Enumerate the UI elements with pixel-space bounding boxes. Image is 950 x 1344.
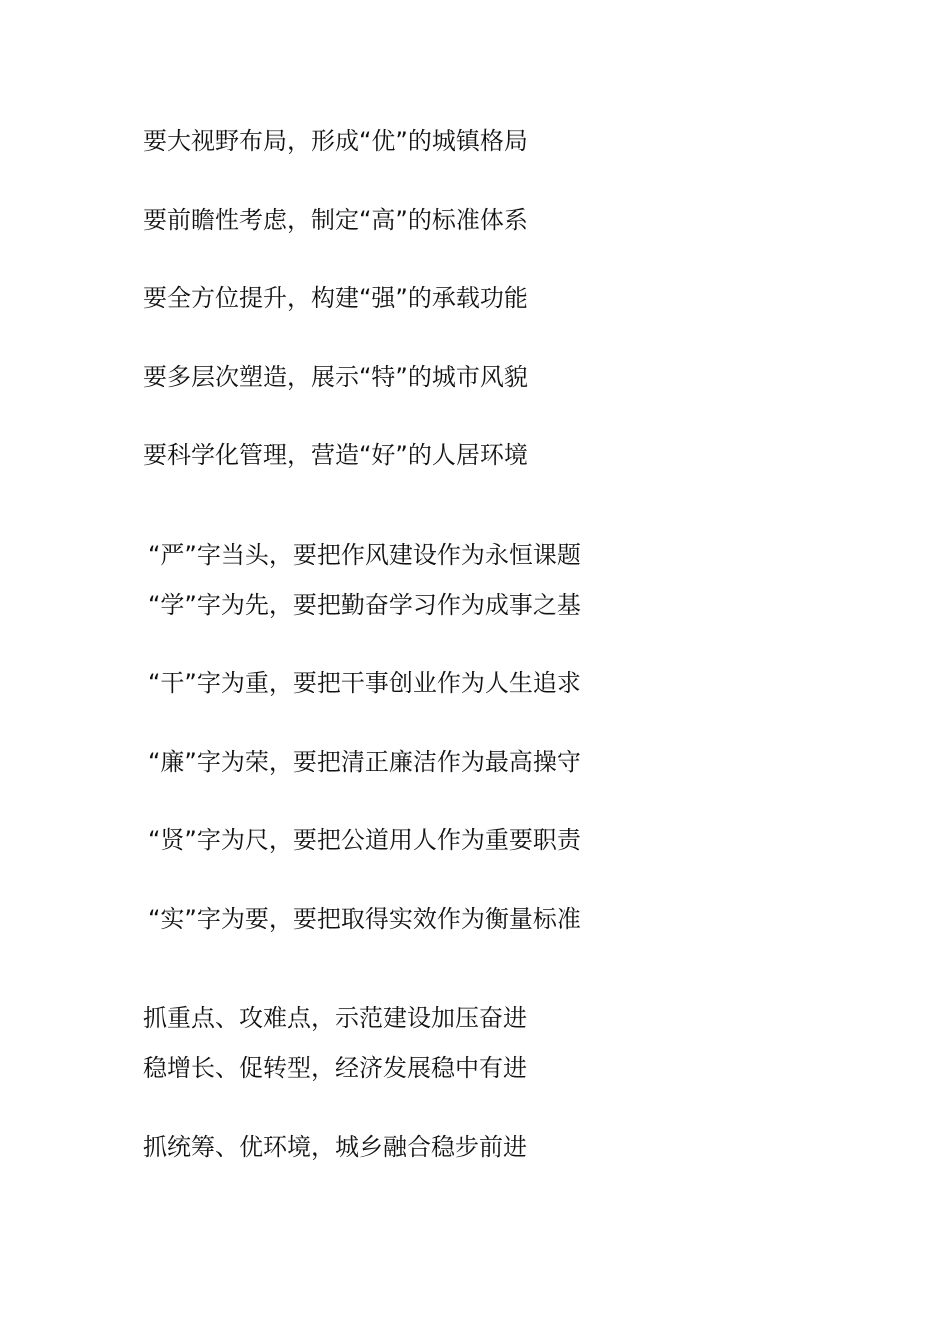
- text-line: 要多层次塑造，展示“特”的城市风貌: [143, 363, 528, 391]
- text-line: “干”字为重，要把干事创业作为人生追求: [148, 669, 581, 697]
- text-line: 抓重点、攻难点，示范建设加压奋进: [143, 1004, 527, 1032]
- text-line: 要全方位提升，构建“强”的承载功能: [143, 284, 528, 312]
- text-line: 要科学化管理，营造“好”的人居环境: [143, 441, 528, 469]
- text-line: “贤”字为尺，要把公道用人作为重要职责: [148, 826, 581, 854]
- text-line: 稳增长、促转型，经济发展稳中有进: [143, 1054, 527, 1082]
- text-line: “学”字为先，要把勤奋学习作为成事之基: [148, 591, 581, 619]
- text-line: 要大视野布局，形成“优”的城镇格局: [143, 127, 528, 155]
- text-line: “实”字为要，要把取得实效作为衡量标准: [148, 905, 581, 933]
- text-line: “廉”字为荣，要把清正廉洁作为最高操守: [148, 748, 581, 776]
- text-line: “严”字当头，要把作风建设作为永恒课题: [148, 541, 581, 569]
- text-line: 要前瞻性考虑，制定“高”的标准体系: [143, 206, 528, 234]
- text-line: 抓统筹、优环境，城乡融合稳步前进: [143, 1133, 527, 1161]
